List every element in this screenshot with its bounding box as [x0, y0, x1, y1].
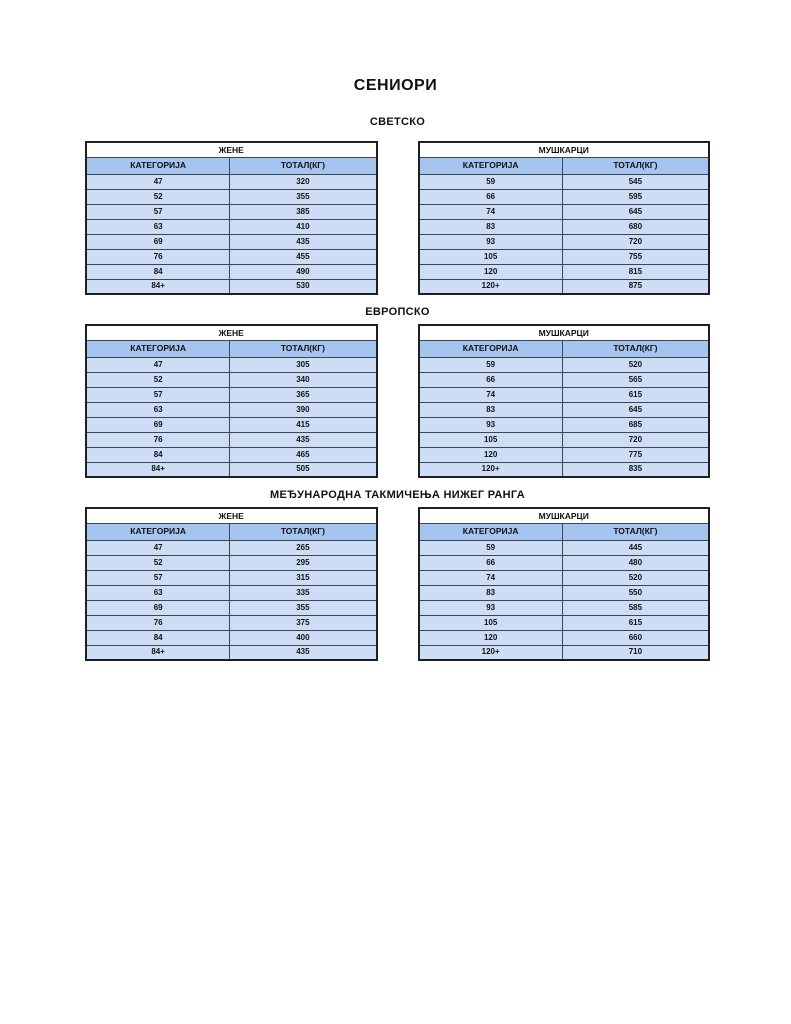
table-row [86, 402, 377, 417]
category-cell: 105 [419, 432, 563, 447]
total-cell: 680 [562, 219, 709, 234]
section-title: МЕЂУНАРОДНА ТАКМИЧЕЊА НИЖЕГ РАНГА [270, 489, 525, 501]
table-row [86, 234, 377, 249]
table-row [419, 645, 710, 660]
gender-header: МУШКАРЦИ [419, 325, 710, 340]
column-header: ТОТАЛ(КГ) [230, 523, 377, 540]
table-row [419, 585, 710, 600]
category-cell: 84 [86, 447, 230, 462]
category-cell: 105 [419, 615, 563, 630]
table-row [419, 174, 710, 189]
total-cell: 415 [230, 417, 377, 432]
total-cell: 385 [230, 204, 377, 219]
column-header: КАТЕГОРИЈА [419, 523, 563, 540]
category-cell: 52 [86, 555, 230, 570]
table-row [86, 357, 377, 372]
table-row [86, 174, 377, 189]
total-cell: 435 [230, 432, 377, 447]
category-cell: 63 [86, 219, 230, 234]
table-row [419, 570, 710, 585]
total-cell: 755 [562, 249, 709, 264]
total-cell: 265 [230, 540, 377, 555]
category-cell: 57 [86, 570, 230, 585]
table-row [419, 279, 710, 294]
table-row [86, 630, 377, 645]
total-cell: 545 [562, 174, 709, 189]
total-cell: 875 [562, 279, 709, 294]
total-cell: 335 [230, 585, 377, 600]
table-row [86, 219, 377, 234]
total-cell: 550 [562, 585, 709, 600]
table-row [419, 219, 710, 234]
category-cell: 66 [419, 372, 563, 387]
column-header-row [419, 340, 710, 357]
table-row [419, 447, 710, 462]
category-cell: 76 [86, 249, 230, 264]
table-row [86, 279, 377, 294]
column-header: ТОТАЛ(КГ) [562, 157, 709, 174]
table-row [419, 249, 710, 264]
category-cell: 52 [86, 372, 230, 387]
gender-header: ЖЕНЕ [86, 142, 377, 157]
column-header: КАТЕГОРИЈА [419, 157, 563, 174]
table-row [86, 249, 377, 264]
total-cell: 520 [562, 357, 709, 372]
category-cell: 93 [419, 234, 563, 249]
total-cell: 645 [562, 204, 709, 219]
total-cell: 710 [562, 645, 709, 660]
column-header: ТОТАЛ(КГ) [230, 157, 377, 174]
category-cell: 93 [419, 600, 563, 615]
table-row [86, 372, 377, 387]
table-row [419, 402, 710, 417]
total-cell: 645 [562, 402, 709, 417]
category-cell: 47 [86, 174, 230, 189]
table-row [86, 264, 377, 279]
category-cell: 84 [86, 630, 230, 645]
category-cell: 76 [86, 432, 230, 447]
tables-row [85, 141, 710, 295]
category-cell: 74 [419, 387, 563, 402]
table-row [419, 630, 710, 645]
category-cell: 83 [419, 585, 563, 600]
total-cell: 815 [562, 264, 709, 279]
table-row [86, 570, 377, 585]
total-cell: 390 [230, 402, 377, 417]
table-row [86, 615, 377, 630]
section-title: СВЕТСКО [369, 116, 426, 128]
totals-table-women [85, 507, 378, 661]
table-row [419, 264, 710, 279]
category-cell: 47 [86, 357, 230, 372]
table-row [419, 555, 710, 570]
total-cell: 340 [230, 372, 377, 387]
total-cell: 585 [562, 600, 709, 615]
table-row [419, 417, 710, 432]
column-header: ТОТАЛ(КГ) [562, 340, 709, 357]
category-cell: 120+ [419, 645, 563, 660]
total-cell: 505 [230, 462, 377, 477]
table-row [86, 189, 377, 204]
table-row [419, 372, 710, 387]
category-cell: 120 [419, 630, 563, 645]
column-header-row [419, 157, 710, 174]
category-cell: 120+ [419, 462, 563, 477]
total-cell: 435 [230, 645, 377, 660]
table-row [419, 615, 710, 630]
totals-table-women [85, 141, 378, 295]
column-header-row [86, 157, 377, 174]
table-row [86, 540, 377, 555]
table-row [419, 600, 710, 615]
category-cell: 59 [419, 357, 563, 372]
category-cell: 69 [86, 234, 230, 249]
table-row [86, 555, 377, 570]
category-cell: 74 [419, 570, 563, 585]
total-cell: 375 [230, 615, 377, 630]
gender-header: ЖЕНЕ [86, 325, 377, 340]
table-row [419, 204, 710, 219]
category-cell: 93 [419, 417, 563, 432]
column-header: КАТЕГОРИЈА [86, 523, 230, 540]
total-cell: 565 [562, 372, 709, 387]
gender-header: МУШКАРЦИ [419, 142, 710, 157]
section-2 [85, 306, 710, 478]
gender-header: ЖЕНЕ [86, 508, 377, 523]
total-cell: 435 [230, 234, 377, 249]
gender-header: МУШКАРЦИ [419, 508, 710, 523]
total-cell: 315 [230, 570, 377, 585]
category-cell: 59 [419, 540, 563, 555]
column-header: КАТЕГОРИЈА [86, 157, 230, 174]
total-cell: 595 [562, 189, 709, 204]
column-header: ТОТАЛ(КГ) [230, 340, 377, 357]
category-cell: 52 [86, 189, 230, 204]
table-row [86, 204, 377, 219]
total-cell: 615 [562, 615, 709, 630]
total-cell: 320 [230, 174, 377, 189]
totals-table-men [418, 141, 711, 295]
total-cell: 410 [230, 219, 377, 234]
category-cell: 120+ [419, 279, 563, 294]
table-row [86, 417, 377, 432]
totals-table-women [85, 324, 378, 478]
total-cell: 660 [562, 630, 709, 645]
total-cell: 520 [562, 570, 709, 585]
total-cell: 685 [562, 417, 709, 432]
total-cell: 465 [230, 447, 377, 462]
gender-header-row [86, 142, 377, 157]
section-3 [85, 489, 710, 661]
category-cell: 47 [86, 540, 230, 555]
gender-header-row [86, 508, 377, 523]
column-header-row [86, 523, 377, 540]
column-header: КАТЕГОРИЈА [86, 340, 230, 357]
table-row [86, 600, 377, 615]
category-cell: 84+ [86, 462, 230, 477]
total-cell: 400 [230, 630, 377, 645]
category-cell: 69 [86, 417, 230, 432]
category-cell: 83 [419, 402, 563, 417]
column-header-row [419, 523, 710, 540]
total-cell: 305 [230, 357, 377, 372]
totals-table-men [418, 507, 711, 661]
gender-header-row [419, 508, 710, 523]
total-cell: 530 [230, 279, 377, 294]
total-cell: 355 [230, 600, 377, 615]
category-cell: 105 [419, 249, 563, 264]
table-row [419, 387, 710, 402]
total-cell: 365 [230, 387, 377, 402]
total-cell: 355 [230, 189, 377, 204]
category-cell: 120 [419, 264, 563, 279]
table-row [86, 432, 377, 447]
total-cell: 615 [562, 387, 709, 402]
page-title: СЕНИОРИ [353, 77, 438, 94]
category-cell: 84 [86, 264, 230, 279]
tables-row [85, 507, 710, 661]
category-cell: 63 [86, 402, 230, 417]
category-cell: 74 [419, 204, 563, 219]
total-cell: 835 [562, 462, 709, 477]
section-1 [85, 116, 710, 295]
category-cell: 84+ [86, 645, 230, 660]
table-row [419, 432, 710, 447]
total-cell: 490 [230, 264, 377, 279]
category-cell: 57 [86, 204, 230, 219]
total-cell: 720 [562, 432, 709, 447]
category-cell: 76 [86, 615, 230, 630]
category-cell: 57 [86, 387, 230, 402]
column-header: КАТЕГОРИЈА [419, 340, 563, 357]
total-cell: 720 [562, 234, 709, 249]
table-row [86, 462, 377, 477]
category-cell: 120 [419, 447, 563, 462]
table-row [419, 189, 710, 204]
table-row [86, 447, 377, 462]
table-row [419, 540, 710, 555]
category-cell: 63 [86, 585, 230, 600]
table-row [86, 387, 377, 402]
table-row [419, 234, 710, 249]
column-header-row [86, 340, 377, 357]
column-header: ТОТАЛ(КГ) [562, 523, 709, 540]
gender-header-row [419, 142, 710, 157]
category-cell: 66 [419, 189, 563, 204]
gender-header-row [86, 325, 377, 340]
totals-table-men [418, 324, 711, 478]
table-row [419, 357, 710, 372]
category-cell: 83 [419, 219, 563, 234]
total-cell: 455 [230, 249, 377, 264]
sections-container [85, 116, 710, 661]
table-row [419, 462, 710, 477]
category-cell: 66 [419, 555, 563, 570]
table-row [86, 585, 377, 600]
table-row [86, 645, 377, 660]
total-cell: 775 [562, 447, 709, 462]
total-cell: 480 [562, 555, 709, 570]
total-cell: 295 [230, 555, 377, 570]
category-cell: 84+ [86, 279, 230, 294]
category-cell: 59 [419, 174, 563, 189]
tables-row [85, 324, 710, 478]
total-cell: 445 [562, 540, 709, 555]
category-cell: 69 [86, 600, 230, 615]
gender-header-row [419, 325, 710, 340]
section-title: ЕВРОПСКО [365, 306, 430, 318]
